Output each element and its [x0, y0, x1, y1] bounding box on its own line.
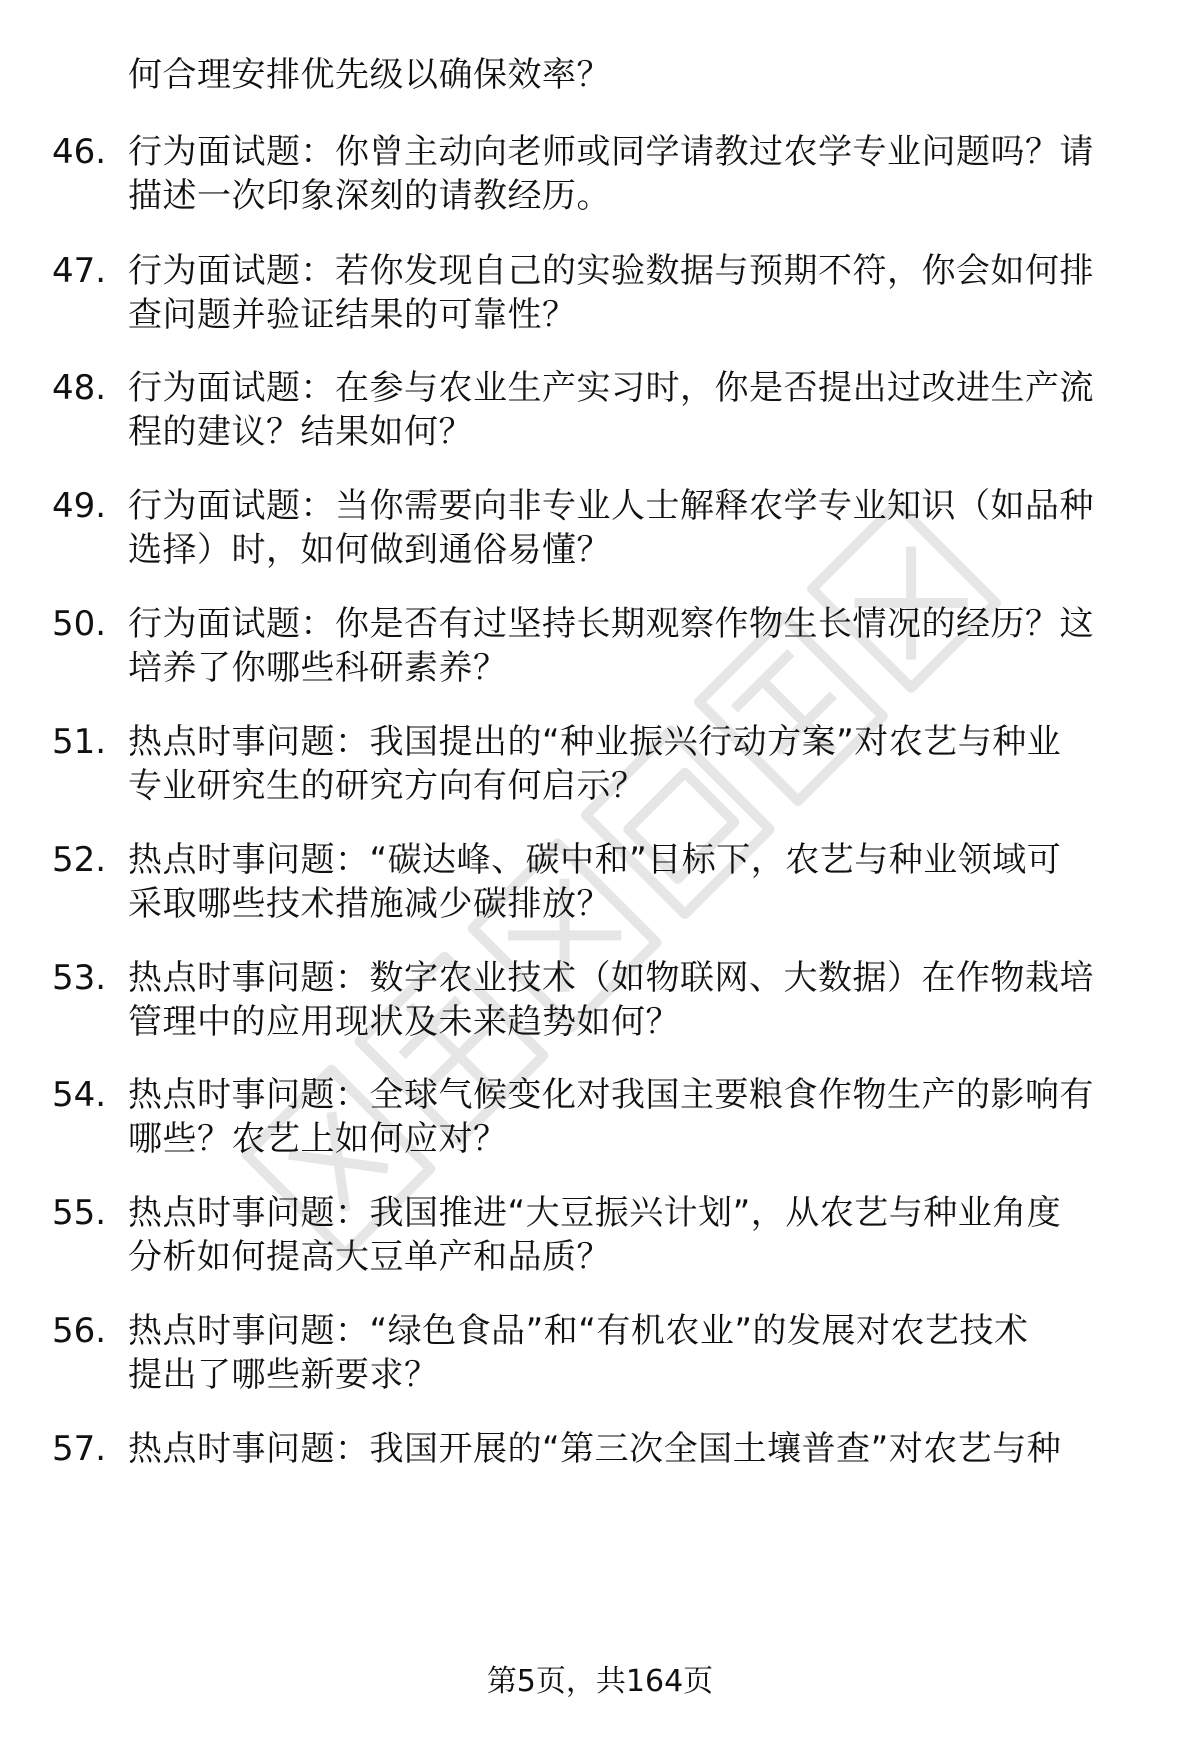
question-number: 46.: [52, 132, 107, 172]
question-text-line: 查问题并验证结果的可靠性？: [128, 295, 577, 335]
question-number: 47.: [52, 251, 107, 291]
question-number: 53.: [52, 958, 107, 998]
question-number: 51.: [52, 722, 107, 762]
question-text-line: 采取哪些技术措施减少碳排放？: [128, 884, 611, 924]
question-text-line: 热点时事问题：“绿色食品”和“有机农业”的发展对农艺技术: [128, 1311, 1029, 1351]
question-text-line: 热点时事问题：“碳达峰、碳中和”目标下，农艺与种业领域可: [128, 840, 1062, 880]
page-footer: 第5页，共164页: [486, 1664, 714, 1699]
question-number: 56.: [52, 1311, 107, 1351]
question-text-line: 专业研究生的研究方向有何启示？: [128, 766, 646, 806]
question-text-line: 行为面试题：你是否有过坚持长期观察作物生长情况的经历？这: [128, 604, 1094, 644]
question-text-line: 热点时事问题：我国开展的“第三次全国土壤普查”对农艺与种: [128, 1429, 1062, 1469]
question-number: 50.: [52, 604, 107, 644]
question-text-line: 提出了哪些新要求？: [128, 1355, 439, 1395]
continuation-line: 何合理安排优先级以确保效率？: [128, 55, 611, 95]
question-text-line: 分析如何提高大豆单产和品质？: [128, 1237, 611, 1277]
question-text-line: 热点时事问题：全球气候变化对我国主要粮食作物生产的影响有: [128, 1075, 1094, 1115]
question-text-line: 程的建议？结果如何？: [128, 412, 473, 452]
question-number: 54.: [52, 1075, 107, 1115]
question-number: 48.: [52, 368, 107, 408]
question-text-line: 行为面试题：你曾主动向老师或同学请教过农学专业问题吗？请: [128, 132, 1094, 172]
question-number: 55.: [52, 1193, 107, 1233]
question-number: 49.: [52, 486, 107, 526]
question-text-line: 描述一次印象深刻的请教经历。: [128, 176, 611, 216]
question-text-line: 热点时事问题：我国推进“大豆振兴计划”，从农艺与种业角度: [128, 1193, 1062, 1233]
question-text-line: 热点时事问题：我国提出的“种业振兴行动方案”对农艺与种业: [128, 722, 1062, 762]
question-text-line: 行为面试题：若你发现自己的实验数据与预期不符，你会如何排: [128, 251, 1094, 291]
question-text-line: 培养了你哪些科研素养？: [128, 648, 508, 688]
question-text-line: 行为面试题：当你需要向非专业人士解释农学专业知识（如品种: [128, 486, 1094, 526]
question-text-line: 行为面试题：在参与农业生产实习时，你是否提出过改进生产流: [128, 368, 1094, 408]
question-text-line: 管理中的应用现状及未来趋势如何？: [128, 1002, 680, 1042]
question-number: 52.: [52, 840, 107, 880]
question-number: 57.: [52, 1429, 107, 1469]
question-text-line: 选择）时，如何做到通俗易懂？: [128, 530, 611, 570]
question-text-line: 热点时事问题：数字农业技术（如物联网、大数据）在作物栽培: [128, 958, 1094, 998]
question-text-line: 哪些？农艺上如何应对？: [128, 1119, 508, 1159]
